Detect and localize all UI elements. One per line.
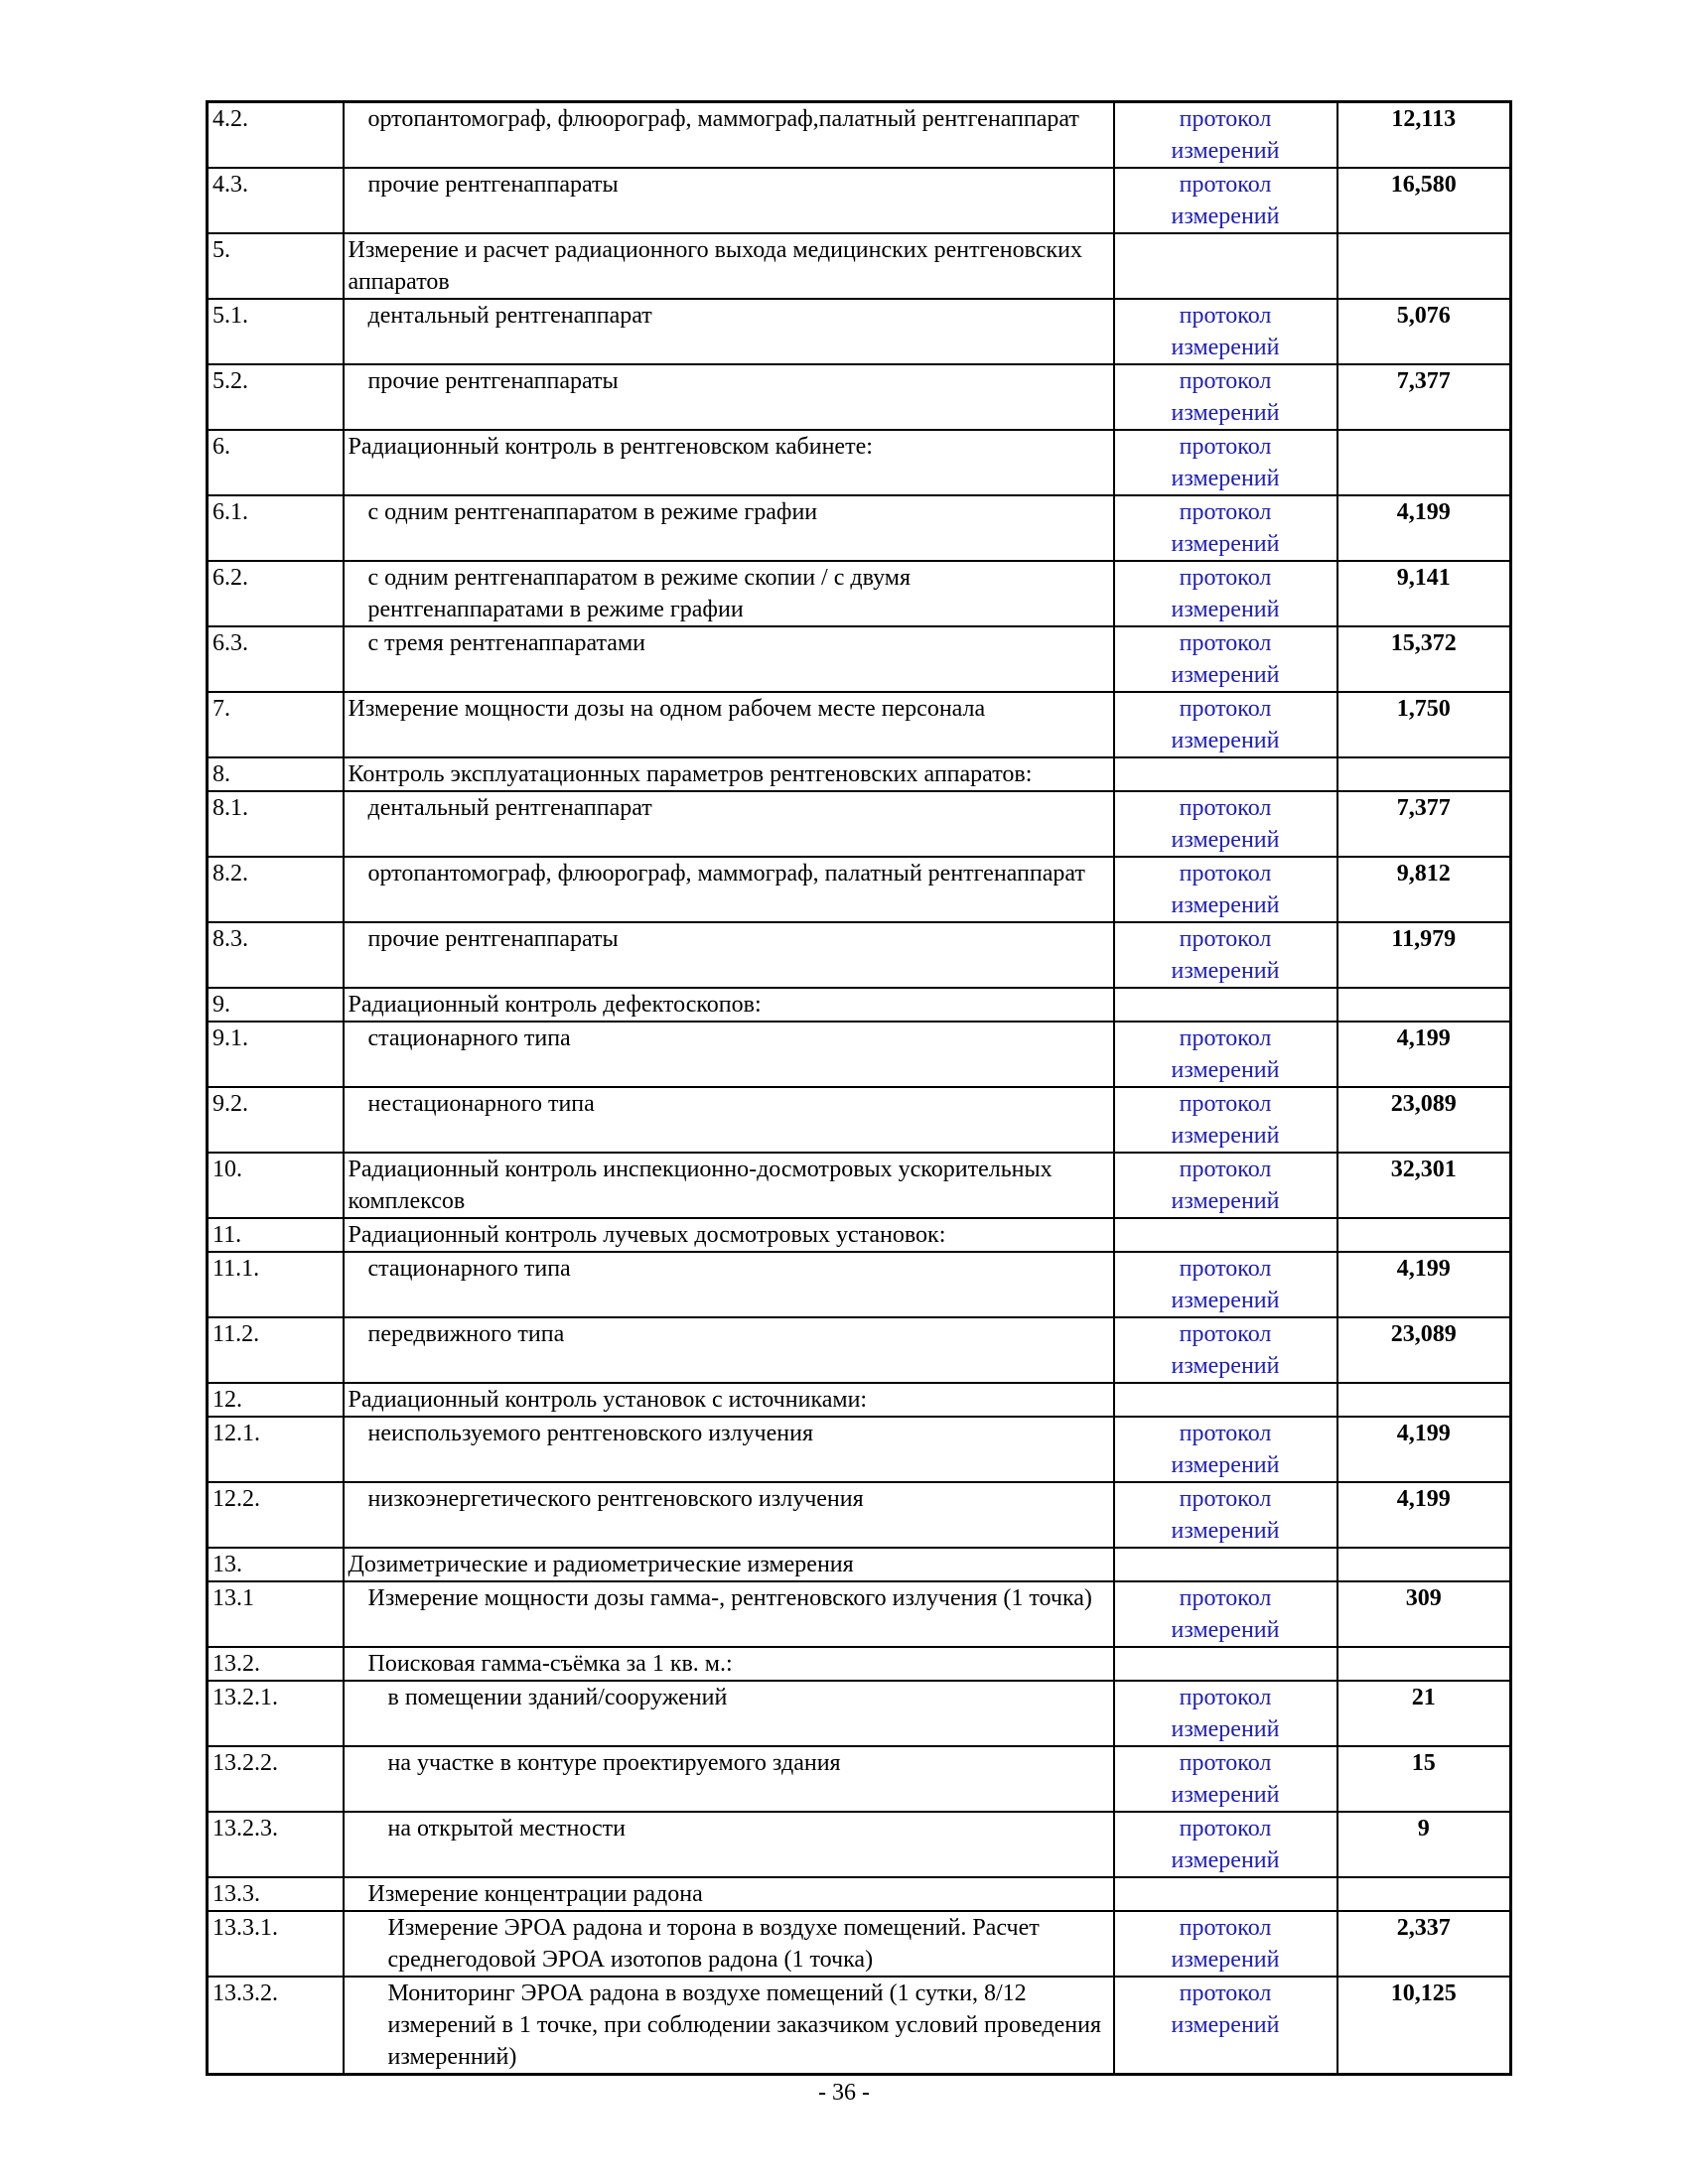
table-row	[208, 692, 1511, 757]
service-name: дентальный рентгенаппарат	[344, 791, 1114, 857]
service-name: Мониторинг ЭРОА радона в воздухе помещений (1 сутки, 8/12 измерений в 1 точке, при соблюдении заказчиком условий проведения измеренний)	[344, 1977, 1114, 2075]
table-row	[208, 430, 1511, 495]
service-name: с тремя рентгенаппаратами	[344, 626, 1114, 692]
item-number: 6.2.	[208, 561, 344, 626]
service-name: передвижного типа	[344, 1317, 1114, 1383]
service-name: Радиационный контроль дефектоскопов:	[344, 988, 1114, 1022]
service-name: с одним рентгенаппаратом в режиме графии	[344, 495, 1114, 561]
result-document	[1114, 1153, 1337, 1218]
item-number: 8.2.	[208, 857, 344, 922]
result-document-line: измерений	[1171, 1057, 1280, 1083]
price-value: 10,125	[1337, 1977, 1511, 2075]
result-document-line: измерений	[1171, 466, 1280, 491]
result-document-line: протокол	[1179, 1025, 1272, 1051]
price-value	[1337, 1647, 1511, 1681]
service-name: стационарного типа	[344, 1022, 1114, 1087]
price-value: 21	[1337, 1681, 1511, 1746]
result-document-line: измерений	[1171, 662, 1280, 688]
price-value: 11,979	[1337, 922, 1511, 988]
result-document-line: протокол	[1179, 1157, 1272, 1182]
result-document-line: протокол	[1179, 1256, 1272, 1282]
item-number: 5.1.	[208, 299, 344, 364]
table-row	[208, 1812, 1511, 1877]
price-value: 15,372	[1337, 626, 1511, 692]
service-name: в помещении зданий/сооружений	[344, 1681, 1114, 1746]
item-number: 9.	[208, 988, 344, 1022]
price-value: 9	[1337, 1812, 1511, 1877]
result-document	[1114, 1482, 1337, 1548]
price-value: 7,377	[1337, 791, 1511, 857]
result-document-line: измерений	[1171, 597, 1280, 622]
result-document	[1114, 1417, 1337, 1482]
price-value	[1337, 1548, 1511, 1581]
service-name: Радиационный контроль в рентгеновском кабинете:	[344, 430, 1114, 495]
result-document-line: протокол	[1179, 1816, 1272, 1842]
result-document-line: измерений	[1171, 1188, 1280, 1214]
page-number: - 36 -	[818, 2080, 870, 2106]
table-row	[208, 561, 1511, 626]
table-row	[208, 1746, 1511, 1812]
service-name: прочие рентгенаппараты	[344, 364, 1114, 430]
table-row	[208, 1647, 1511, 1681]
table-row	[208, 922, 1511, 988]
service-name: прочие рентгенаппараты	[344, 168, 1114, 233]
result-document-line: измерений	[1171, 1847, 1280, 1873]
result-document	[1114, 495, 1337, 561]
result-document	[1114, 1022, 1337, 1087]
price-value	[1337, 988, 1511, 1022]
table-row	[208, 1581, 1511, 1647]
table-row	[208, 233, 1511, 299]
result-document	[1114, 1383, 1337, 1417]
table-row	[208, 1317, 1511, 1383]
result-document	[1114, 364, 1337, 430]
item-number: 11.2.	[208, 1317, 344, 1383]
result-document-line: протокол	[1179, 368, 1272, 394]
price-value: 4,199	[1337, 1417, 1511, 1482]
table-row	[208, 1087, 1511, 1153]
result-document-line: измерений	[1171, 1716, 1280, 1742]
service-name: Измерение мощности дозы на одном рабочем месте персонала	[344, 692, 1114, 757]
item-number: 12.	[208, 1383, 344, 1417]
service-name: дентальный рентгенаппарат	[344, 299, 1114, 364]
table-row	[208, 102, 1511, 169]
result-document-line: измерений	[1171, 2012, 1280, 2038]
result-document-line: протокол	[1179, 1585, 1272, 1611]
result-document-line: измерений	[1171, 1288, 1280, 1313]
table-row	[208, 857, 1511, 922]
result-document	[1114, 1911, 1337, 1977]
result-document	[1114, 102, 1337, 169]
price-value: 5,076	[1337, 299, 1511, 364]
item-number: 7.	[208, 692, 344, 757]
result-document-line: протокол	[1179, 106, 1272, 132]
service-name: низкоэнергетического рентгеновского излучения	[344, 1482, 1114, 1548]
result-document-line: протокол	[1179, 926, 1272, 952]
result-document	[1114, 1812, 1337, 1877]
result-document	[1114, 1977, 1337, 2075]
price-list-body	[208, 102, 1511, 2075]
result-document	[1114, 299, 1337, 364]
result-document	[1114, 168, 1337, 233]
table-row	[208, 988, 1511, 1022]
result-document	[1114, 1746, 1337, 1812]
result-document-line: измерений	[1171, 1617, 1280, 1643]
table-row	[208, 1153, 1511, 1218]
result-document-line: протокол	[1179, 1486, 1272, 1512]
result-document-line: измерений	[1171, 1353, 1280, 1379]
result-document	[1114, 857, 1337, 922]
item-number: 13.3.1.	[208, 1911, 344, 1977]
result-document	[1114, 692, 1337, 757]
result-document-line: измерений	[1171, 1947, 1280, 1973]
service-name: на открытой местности	[344, 1812, 1114, 1877]
result-document-line: протокол	[1179, 172, 1272, 198]
service-name: прочие рентгенаппараты	[344, 922, 1114, 988]
item-number: 13.2.1.	[208, 1681, 344, 1746]
table-row	[208, 168, 1511, 233]
table-row	[208, 1877, 1511, 1911]
price-value: 2,337	[1337, 1911, 1511, 1977]
table-row	[208, 1417, 1511, 1482]
price-value	[1337, 430, 1511, 495]
result-document-line: протокол	[1179, 499, 1272, 525]
price-value: 4,199	[1337, 495, 1511, 561]
result-document-line: протокол	[1179, 795, 1272, 821]
table-row	[208, 791, 1511, 857]
price-value: 9,141	[1337, 561, 1511, 626]
result-document	[1114, 561, 1337, 626]
price-value	[1337, 1383, 1511, 1417]
table-row	[208, 626, 1511, 692]
result-document-line: измерений	[1171, 1518, 1280, 1544]
item-number: 13.	[208, 1548, 344, 1581]
service-name: Поисковая гамма-съёмка за 1 кв. м.:	[344, 1647, 1114, 1681]
result-document	[1114, 1647, 1337, 1681]
service-name: нестационарного типа	[344, 1087, 1114, 1153]
table-row	[208, 1681, 1511, 1746]
service-name: Измерение мощности дозы гамма-, рентгеновского излучения (1 точка)	[344, 1581, 1114, 1647]
result-document-line: измерений	[1171, 1452, 1280, 1478]
price-value: 15	[1337, 1746, 1511, 1812]
result-document-line: измерений	[1171, 531, 1280, 557]
price-value: 4,199	[1337, 1482, 1511, 1548]
item-number: 9.2.	[208, 1087, 344, 1153]
item-number: 8.1.	[208, 791, 344, 857]
service-name: Радиационный контроль инспекционно-досмотровых ускорительных комплексов	[344, 1153, 1114, 1218]
price-value: 23,089	[1337, 1087, 1511, 1153]
result-document-line: измерений	[1171, 958, 1280, 984]
result-document	[1114, 1087, 1337, 1153]
table-row	[208, 495, 1511, 561]
item-number: 12.1.	[208, 1417, 344, 1482]
price-value: 32,301	[1337, 1153, 1511, 1218]
result-document-line: протокол	[1179, 861, 1272, 887]
result-document	[1114, 1581, 1337, 1647]
item-number: 6.3.	[208, 626, 344, 692]
item-number: 13.3.2.	[208, 1977, 344, 2075]
result-document-line: измерений	[1171, 138, 1280, 164]
result-document-line: протокол	[1179, 696, 1272, 722]
price-value: 16,580	[1337, 168, 1511, 233]
table-row	[208, 1252, 1511, 1317]
result-document	[1114, 791, 1337, 857]
result-document	[1114, 1252, 1337, 1317]
result-document-line: измерений	[1171, 400, 1280, 426]
result-document-line: протокол	[1179, 1915, 1272, 1941]
service-name: неиспользуемого рентгеновского излучения	[344, 1417, 1114, 1482]
result-document-line: измерений	[1171, 1123, 1280, 1149]
table-row	[208, 364, 1511, 430]
price-list-table	[206, 100, 1512, 2076]
result-document-line: протокол	[1179, 1321, 1272, 1347]
table-row	[208, 1977, 1511, 2075]
service-name: стационарного типа	[344, 1252, 1114, 1317]
item-number: 4.2.	[208, 102, 344, 169]
item-number: 13.3.	[208, 1877, 344, 1911]
table-row	[208, 757, 1511, 791]
result-document-line: протокол	[1179, 1750, 1272, 1776]
table-row	[208, 1218, 1511, 1252]
result-document-line: измерений	[1171, 335, 1280, 360]
price-value	[1337, 1877, 1511, 1911]
result-document-line: протокол	[1179, 303, 1272, 329]
result-document	[1114, 757, 1337, 791]
price-value: 12,113	[1337, 102, 1511, 169]
item-number: 5.	[208, 233, 344, 299]
result-document-line: измерений	[1171, 892, 1280, 918]
price-value: 9,812	[1337, 857, 1511, 922]
result-document	[1114, 1317, 1337, 1383]
service-name: с одним рентгенаппаратом в режиме скопии / с двумя рентгенаппаратами в режиме графии	[344, 561, 1114, 626]
service-name: Измерение и расчет радиационного выхода медицинских рентгеновских аппаратов	[344, 233, 1114, 299]
result-document-line: протокол	[1179, 630, 1272, 656]
price-value	[1337, 1218, 1511, 1252]
table-row	[208, 1383, 1511, 1417]
price-value: 23,089	[1337, 1317, 1511, 1383]
service-name: Радиационный контроль установок с источниками:	[344, 1383, 1114, 1417]
item-number: 13.1	[208, 1581, 344, 1647]
table-row	[208, 1482, 1511, 1548]
result-document-line: измерений	[1171, 1782, 1280, 1808]
result-document	[1114, 922, 1337, 988]
result-document-line: измерений	[1171, 827, 1280, 853]
service-name: ортопантомограф, флюорограф, маммограф, палатный рентгенаппарат	[344, 857, 1114, 922]
result-document-line: протокол	[1179, 1421, 1272, 1446]
item-number: 13.2.2.	[208, 1746, 344, 1812]
service-name: Измерение ЭРОА радона и торона в воздухе помещений. Расчет среднегодовой ЭРОА изотопов радона (1 точка)	[344, 1911, 1114, 1977]
item-number: 8.3.	[208, 922, 344, 988]
price-value	[1337, 233, 1511, 299]
item-number: 13.2.	[208, 1647, 344, 1681]
result-document	[1114, 626, 1337, 692]
result-document	[1114, 430, 1337, 495]
result-document	[1114, 988, 1337, 1022]
result-document-line: измерений	[1171, 728, 1280, 753]
item-number: 12.2.	[208, 1482, 344, 1548]
result-document-line: протокол	[1179, 1685, 1272, 1710]
result-document	[1114, 1681, 1337, 1746]
table-row	[208, 1548, 1511, 1581]
service-name: на участке в контуре проектируемого здания	[344, 1746, 1114, 1812]
item-number: 11.1.	[208, 1252, 344, 1317]
table-row	[208, 299, 1511, 364]
result-document	[1114, 233, 1337, 299]
price-value: 4,199	[1337, 1252, 1511, 1317]
price-value	[1337, 757, 1511, 791]
item-number: 4.3.	[208, 168, 344, 233]
result-document	[1114, 1218, 1337, 1252]
price-value: 1,750	[1337, 692, 1511, 757]
service-name: ортопантомограф, флюорограф, маммограф,палатный рентгенаппарат	[344, 102, 1114, 169]
result-document	[1114, 1877, 1337, 1911]
service-name: Измерение концентрации радона	[344, 1877, 1114, 1911]
item-number: 8.	[208, 757, 344, 791]
result-document-line: протокол	[1179, 1091, 1272, 1117]
item-number: 5.2.	[208, 364, 344, 430]
item-number: 13.2.3.	[208, 1812, 344, 1877]
result-document-line: протокол	[1179, 565, 1272, 591]
item-number: 11.	[208, 1218, 344, 1252]
service-name: Радиационный контроль лучевых досмотровых установок:	[344, 1218, 1114, 1252]
item-number: 6.1.	[208, 495, 344, 561]
result-document-line: протокол	[1179, 434, 1272, 460]
service-name: Дозиметрические и радиометрические измерения	[344, 1548, 1114, 1581]
price-value: 4,199	[1337, 1022, 1511, 1087]
item-number: 10.	[208, 1153, 344, 1218]
item-number: 6.	[208, 430, 344, 495]
service-name: Контроль эксплуатационных параметров рентгеновских аппаратов:	[344, 757, 1114, 791]
result-document	[1114, 1548, 1337, 1581]
table-row	[208, 1022, 1511, 1087]
result-document-line: протокол	[1179, 1980, 1272, 2006]
item-number: 9.1.	[208, 1022, 344, 1087]
price-value: 309	[1337, 1581, 1511, 1647]
result-document-line: измерений	[1171, 204, 1280, 229]
table-row	[208, 1911, 1511, 1977]
price-value: 7,377	[1337, 364, 1511, 430]
